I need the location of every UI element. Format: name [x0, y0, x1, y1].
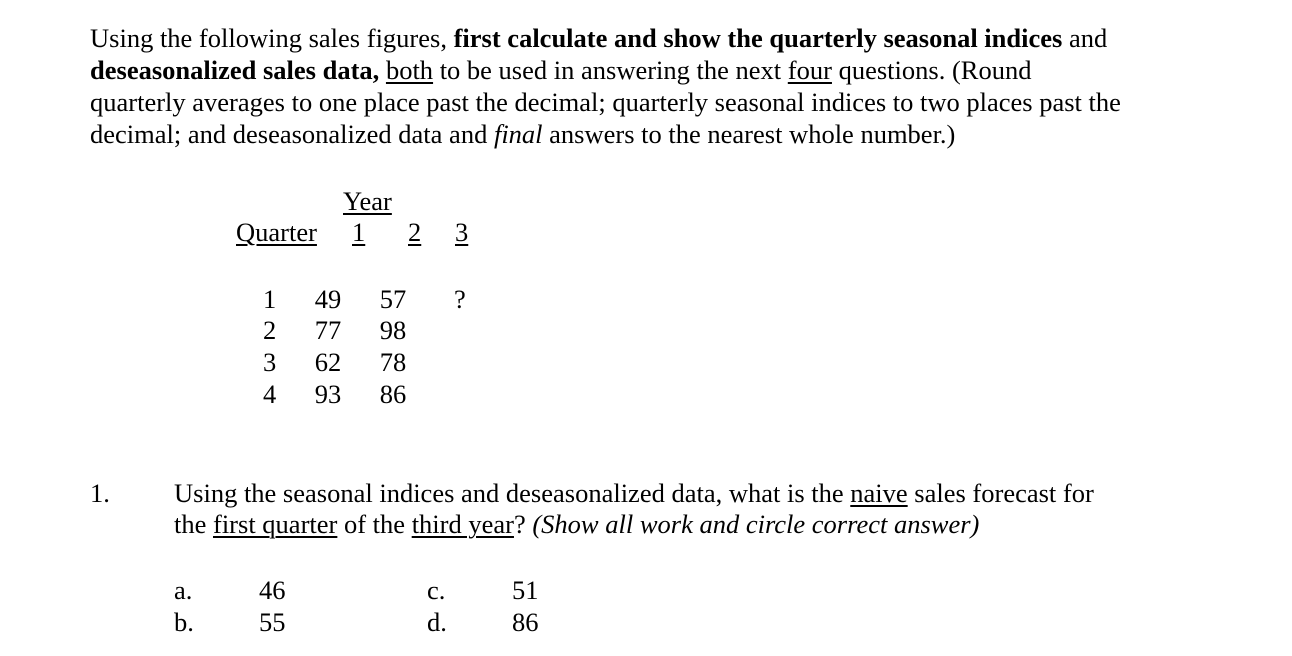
year3-cell: ?: [454, 284, 466, 314]
year1-cell: 62: [314, 347, 342, 377]
instructions-bold-text: deseasonalized sales data,: [90, 55, 380, 85]
choice-value: 46: [259, 575, 286, 605]
quarter-header: Quarter: [236, 217, 317, 247]
choice-letter: d.: [427, 607, 447, 637]
choice-value: 86: [512, 607, 539, 637]
question-text: ?: [513, 509, 533, 539]
year2-cell: 78: [379, 347, 407, 377]
year1-cell: 49: [314, 284, 342, 314]
instructions-bold-text: first calculate and show the quarterly seasonal indices: [453, 23, 1063, 53]
instructions-space: [379, 55, 386, 85]
instructions-line-2: [90, 54, 1260, 86]
quarter-cell: 1: [263, 284, 277, 314]
instructions-line-3: quarterly averages to one place past the decimal; quarterly seasonal indices to two places past the: [90, 87, 1121, 117]
question-underlined-text: first quarter: [213, 509, 338, 539]
question-text: the: [174, 509, 213, 539]
question-line-1: [174, 477, 1094, 509]
choice-value: 51: [512, 575, 539, 605]
instructions-underlined-text: four: [787, 55, 832, 85]
instructions-text: decimal; and deseasonalized data and: [90, 119, 494, 149]
choice-letter: a.: [174, 575, 193, 605]
instructions-paragraph: [90, 22, 1260, 150]
year2-cell: 86: [379, 379, 407, 409]
question-text: of the: [337, 509, 412, 539]
instructions-italic-text: final: [493, 119, 543, 149]
year2-cell: 98: [379, 315, 407, 345]
instructions-text: questions. (Round: [831, 55, 1032, 85]
choice-letter: c.: [427, 575, 446, 605]
instructions-text: Using the following sales figures,: [90, 23, 454, 53]
instructions-line-4: [90, 118, 1260, 150]
quarter-cell: 3: [263, 347, 277, 377]
quarter-cell: 2: [263, 315, 277, 345]
instructions-underlined-text: both: [385, 55, 434, 85]
year-column-1: 1: [352, 217, 366, 247]
question-text: sales forecast for: [907, 478, 1094, 508]
choice-value: 55: [259, 607, 286, 637]
year1-cell: 77: [314, 315, 342, 345]
question-italic-text: (Show all work and circle correct answer): [532, 509, 980, 539]
year-column-3: 3: [455, 217, 469, 247]
instructions-text: to be used in answering the next: [433, 55, 788, 85]
question-text: Using the seasonal indices and deseasonalized data, what is the: [174, 478, 851, 508]
question-number: 1.: [90, 478, 110, 508]
instructions-text: and: [1062, 23, 1108, 53]
choice-letter: b.: [174, 607, 194, 637]
quarter-cell: 4: [263, 379, 277, 409]
year1-cell: 93: [314, 379, 342, 409]
instructions-text: answers to the nearest whole number.): [542, 119, 956, 149]
question-line-2: [174, 508, 979, 540]
year2-cell: 57: [379, 284, 407, 314]
question-underlined-text: third year: [411, 509, 514, 539]
year-column-2: 2: [408, 217, 422, 247]
year-header: Year: [343, 186, 392, 216]
question-underlined-text: naive: [850, 478, 908, 508]
instructions-line-1: [90, 22, 1260, 54]
